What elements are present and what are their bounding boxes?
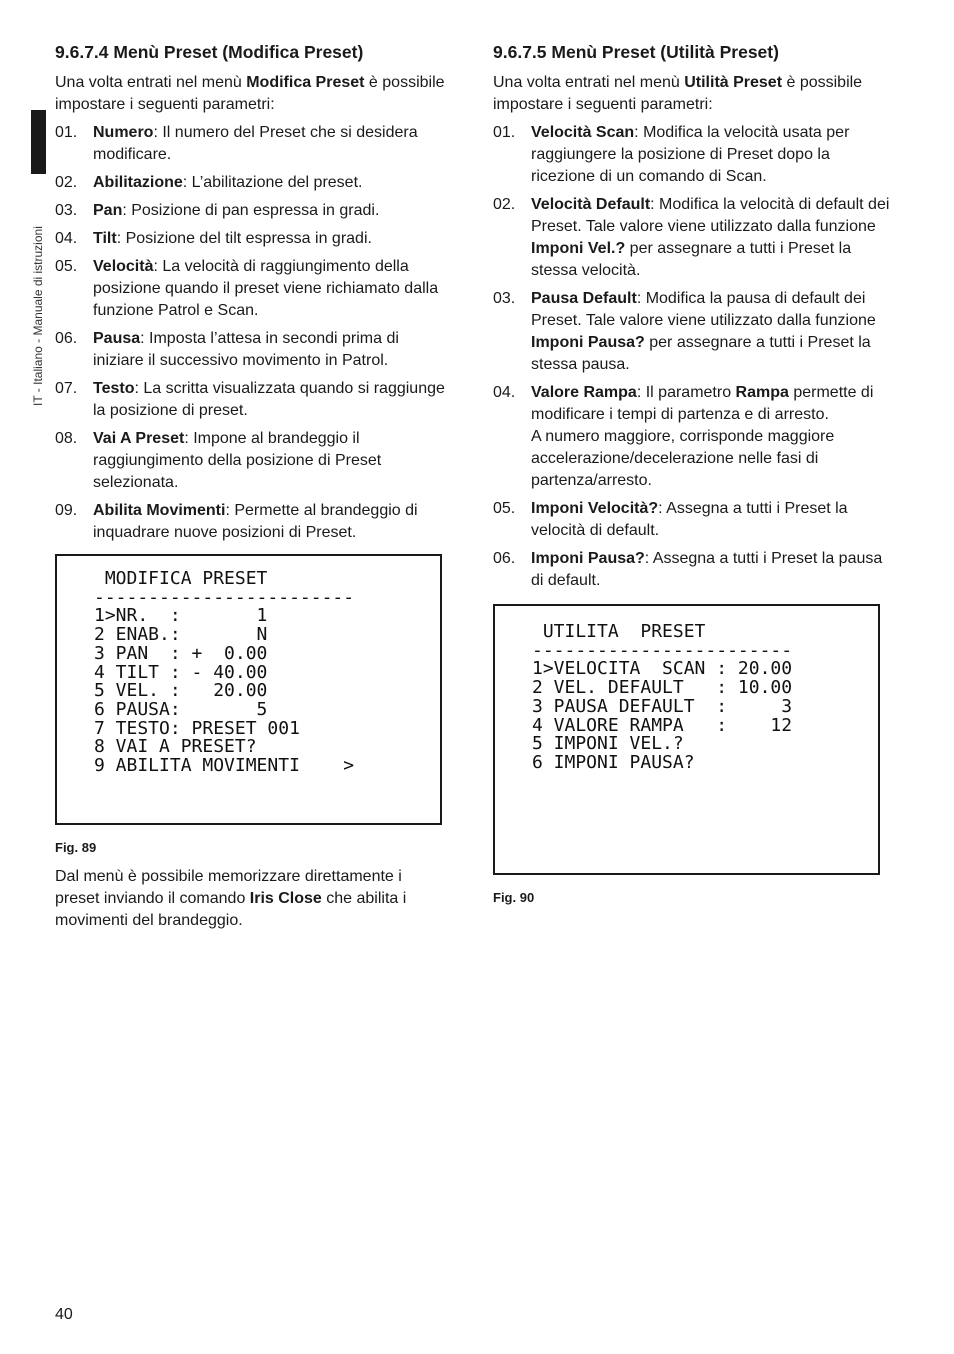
list-item: 04. Tilt: Posizione del tilt espressa in gradi. xyxy=(55,230,372,247)
list-item: 04. Valore Rampa: Il parametro Rampa permette di modificare i tempi di partenza e di arresto. A numero maggiore, corrisponde maggiore accelerazione/decelerazione nelle fasi di partenza/arresto. xyxy=(493,384,874,489)
left-column xyxy=(55,40,447,932)
page-number: 40 xyxy=(55,1306,73,1323)
left-outro-paragraph: Dal menù è possibile memorizzare direttamente i preset inviando il comando Iris Close che abilita i movimenti del brandeggio. xyxy=(55,868,407,929)
list-item: 01. Numero: Il numero del Preset che si desidera modificare. xyxy=(55,124,418,163)
list-item: 03. Pan: Posizione di pan espressa in gradi. xyxy=(55,202,380,219)
list-item: 05. Velocità: La velocità di raggiungimento della posizione quando il preset viene richiamato dalla funzione Patrol e Scan. xyxy=(55,258,439,319)
section-heading-utilita-preset: 9.6.7.5 Menù Preset (Utilità Preset) xyxy=(493,42,779,62)
side-running-label: IT - Italiano - Manuale di istruzioni xyxy=(31,226,45,406)
utilita-preset-parameter-list xyxy=(493,122,897,592)
osd-text: UTILITA PRESET ------------------------ 1>VELOCITA SCAN : 20.00 2 VEL. DEFAULT : 10.00 3 PAUSA DEFAULT : 3 4 VALORE RAMPA : 12 5 IMPONI VEL.? 6 IMPONI PAUSA? xyxy=(532,621,793,773)
list-item: 02. Abilitazione: L’abilitazione del preset. xyxy=(55,174,363,191)
utilita-preset-osd-screen xyxy=(493,604,880,875)
right-intro-paragraph: Una volta entrati nel menù Utilità Preset è possibile impostare i seguenti parametri: xyxy=(493,74,863,113)
figure-caption-89: Fig. 89 xyxy=(55,840,97,855)
osd-text: MODIFICA PRESET ------------------------ 1>NR. : 1 2 ENAB.: N 3 PAN : + 0.00 4 TILT : - 40.00 5 VEL. : 20.00 6 PAUSA: 5 7 TESTO: PRESET 001 8 VAI A PRESET? 9 ABILITA MOVIMENTI > xyxy=(94,568,355,777)
section-heading-modifica-preset: 9.6.7.4 Menù Preset (Modifica Preset) xyxy=(55,42,364,62)
list-item: 06. Imponi Pausa?: Assegna a tutti i Preset la pausa di default. xyxy=(493,550,883,589)
list-item: 06. Pausa: Imposta l’attesa in secondi prima di iniziare il successivo movimento in Patrol. xyxy=(55,330,399,369)
list-item: 05. Imponi Velocità?: Assegna a tutti i Preset la velocità di default. xyxy=(493,500,848,539)
figure-caption-90: Fig. 90 xyxy=(493,890,535,905)
list-item: 01. Velocità Scan: Modifica la velocità usata per raggiungere la posizione di Preset dopo la ricezione di un comando di Scan. xyxy=(493,124,850,185)
list-item: 09. Abilita Movimenti: Permette al brandeggio di inquadrare nuove posizioni di Preset. xyxy=(55,502,418,541)
list-item: 03. Pausa Default: Modifica la pausa di default dei Preset. Tale valore viene utilizzato dalla funzione Imponi Pausa? per assegnare a tutti i Preset la stessa pausa. xyxy=(493,290,876,373)
list-item: 08. Vai A Preset: Impone al brandeggio il raggiungimento della posizione di Preset selezionata. xyxy=(55,430,382,491)
modifica-preset-parameter-list xyxy=(55,122,447,544)
modifica-preset-osd-screen xyxy=(55,554,442,825)
list-item: 02. Velocità Default: Modifica la velocità di default dei Preset. Tale valore viene utilizzato dalla funzione Imponi Vel.? per assegnare a tutti i Preset la stessa velocità. xyxy=(493,196,890,279)
list-item: 07. Testo: La scritta visualizzata quando si raggiunge la posizione di preset. xyxy=(55,380,445,419)
left-intro-paragraph: Una volta entrati nel menù Modifica Preset è possibile impostare i seguenti parametri: xyxy=(55,74,445,113)
right-column xyxy=(493,40,897,905)
